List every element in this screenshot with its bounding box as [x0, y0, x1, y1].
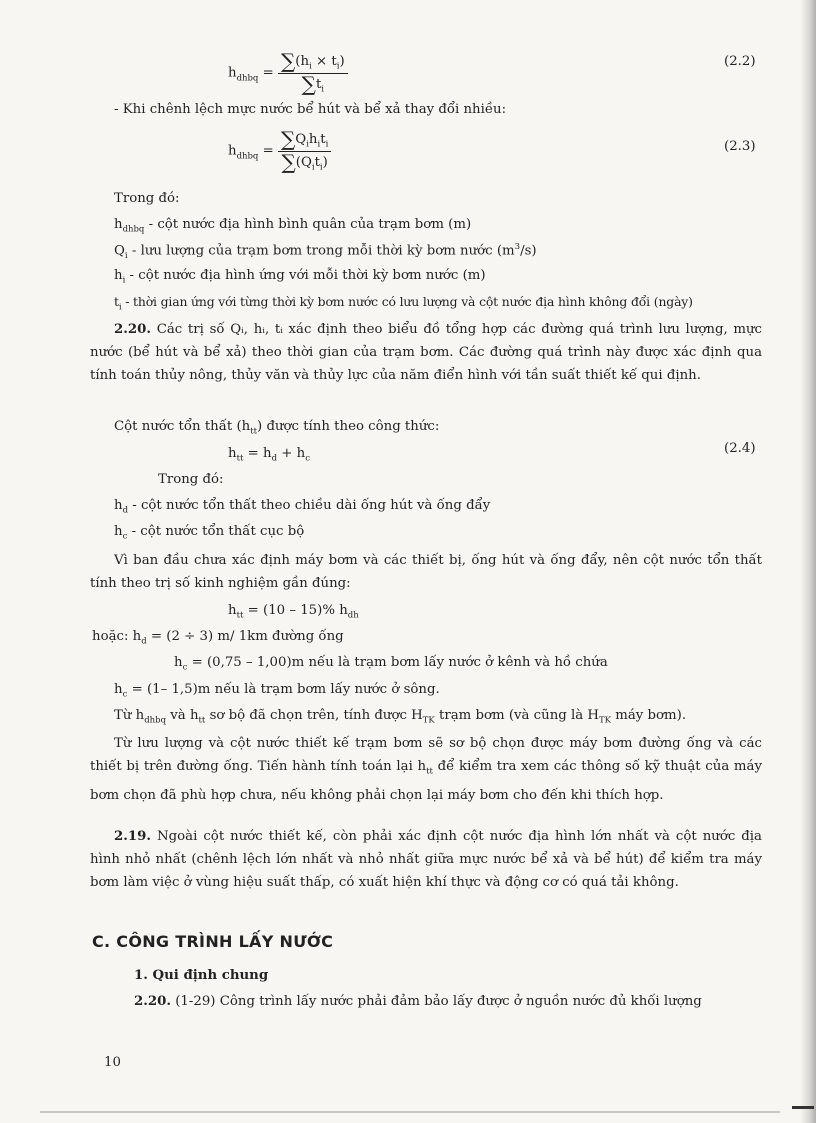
- paragraph-text: Từ lưu lượng và cột nước thiết kế trạm bơm sẽ sơ bộ chọn được máy bơm đường ống và các thiết bị trên đường ống. Tiến hành tính toán lại h: [90, 736, 762, 774]
- paragraph: [90, 732, 762, 807]
- paragraph-text: Các trị số Qᵢ, hᵢ, tᵢ xác định theo biểu đồ tổng hợp các đường quá trình lưu lượng, mực nước (bể hút và bể xả) theo thời gian của trạm bơm. Các đường quá trình này được xác định qua tính toán thủy nông, thủy văn và thủy lực của năm điển hình với tần suất thiết kế qui định.: [90, 322, 762, 383]
- symbol-sub: dh: [347, 610, 359, 621]
- formula-term: t: [315, 76, 322, 92]
- formula-term: h: [308, 132, 318, 147]
- formula-term: = (0,75 – 1,00)m nếu là trạm bơm lấy nước ở kênh và hồ chứa: [187, 655, 608, 670]
- formula-term: t: [314, 154, 320, 170]
- symbol-sub: tt: [426, 766, 433, 777]
- definition-line: [114, 498, 490, 516]
- formula-2-2: [228, 49, 348, 96]
- formula-equals: =: [262, 65, 274, 81]
- definition-text: - lưu lượng của trạm bơm trong mỗi thời kỳ bơm nước (m: [127, 243, 515, 259]
- formula-term: = (10 – 15)% h: [243, 603, 348, 618]
- page-bottom-edge: [40, 1111, 780, 1113]
- formula-numerator: [278, 127, 331, 152]
- text-fragment: Từ h: [114, 708, 145, 723]
- formula-2-4: [228, 446, 310, 464]
- symbol-sub: c: [122, 689, 128, 700]
- symbol-sub: tt: [250, 426, 258, 437]
- formula-denominator: [278, 71, 348, 96]
- definition-line: [114, 217, 471, 235]
- formula-sub: d: [271, 453, 278, 464]
- definition-text: - cột nước địa hình bình quân của trạm bơm (m): [144, 217, 472, 232]
- definition-text: - cột nước tổn thất cục bộ: [127, 524, 305, 539]
- clause-number: 2.19.: [114, 829, 152, 844]
- formula-sub: i: [336, 61, 340, 72]
- symbol-sub: d: [141, 636, 147, 647]
- paragraph-text: Ngoài cột nước thiết kế, còn phải xác định cột nước địa hình lớn nhất và cột nước địa hình nhỏ nhất (chênh lệch lớn nhất và nhỏ nhất giữa mực nước bể xả và bể hút) để kiểm tra máy bơm làm việc ở vùng hiệu suất thấp, có xuất hiện khí thực và động cơ có quá tải không.: [90, 829, 762, 890]
- paragraph-2-19: [90, 825, 762, 894]
- formula-fraction: [278, 49, 348, 96]
- formula-term: = h: [243, 446, 272, 461]
- symbol: h: [114, 268, 123, 283]
- sigma-symbol: ∑: [281, 127, 296, 151]
- formula-term: = (1– 1,5)m nếu là trạm bơm lấy nước ở sông.: [127, 682, 440, 697]
- superscript: 3: [514, 242, 521, 252]
- symbol: h: [174, 655, 183, 670]
- symbol-sub: TK: [422, 715, 435, 726]
- formula-line: [114, 682, 440, 700]
- text-fragment: sơ bộ đã chọn trên, tính được H: [205, 708, 423, 723]
- definition-text: - thời gian ứng với từng thời kỳ bơm nước có lưu lượng và cột nước địa hình không đổi (ngày): [121, 294, 693, 309]
- symbol-sub: dhbq: [122, 224, 145, 235]
- text-line: [114, 419, 439, 437]
- symbol-sub: d: [122, 505, 129, 516]
- formula-lhs-sub: dhbq: [236, 73, 259, 84]
- formula-sub: i: [319, 162, 323, 173]
- paragraph: Vì ban đầu chưa xác định máy bơm và các thiết bị, ống hút và ống đẩy, nên cột nước tổn thất tính theo trị số kinh nghiệm gần đúng:: [90, 553, 762, 591]
- formula-line: [92, 629, 344, 647]
- symbol: h: [114, 498, 123, 513]
- formula-term: Q: [295, 132, 307, 147]
- formula-2-3: [228, 127, 331, 174]
- paragraph-text: để kiểm tra xem các thông số kỹ thuật của máy bơm chọn đã phù hợp chưa, nếu không phải chọn lại máy bơm cho đến khi thích hợp.: [90, 759, 762, 803]
- sigma-symbol: ∑: [281, 149, 296, 174]
- symbol-sub: dhbq: [144, 715, 167, 726]
- text-fragment: trạm bơm (và cũng là H: [434, 708, 599, 723]
- symbol-sub: tt: [236, 610, 244, 621]
- definition-line: [114, 242, 537, 261]
- paragraph-text: (1-29) Công trình lấy nước phải đảm bảo lấy được ở nguồn nước đủ khối lượng: [171, 994, 702, 1009]
- symbol-sub: TK: [599, 715, 612, 726]
- text-line: [114, 708, 686, 726]
- formula-lhs: h: [228, 65, 237, 81]
- definition-text: - cột nước địa hình ứng với mỗi thời kỳ bơm nước (m): [125, 268, 486, 283]
- symbol: h: [114, 682, 123, 697]
- sigma-symbol: ∑: [281, 49, 296, 73]
- symbol: h: [114, 217, 123, 232]
- text-fragment: máy bơm).: [611, 708, 687, 723]
- equation-number: (2.3): [724, 139, 756, 154]
- formula-lhs-sub: dhbq: [236, 151, 259, 162]
- definition-line: [114, 524, 304, 542]
- formula-term: (h: [295, 54, 310, 69]
- formula-term: t: [320, 132, 326, 147]
- definition-text: - cột nước tổn thất theo chiều dài ống hút và ống đẩy: [128, 498, 491, 513]
- page-number: 10: [104, 1055, 121, 1070]
- formula-term: ): [322, 154, 328, 170]
- formula-sub: i: [321, 84, 324, 95]
- clause-number: 2.20.: [134, 994, 172, 1009]
- symbol: h: [228, 603, 237, 618]
- clause-number: 2.20.: [114, 322, 152, 337]
- formula-numerator: [278, 49, 348, 74]
- page-edge-shadow: [800, 0, 816, 1123]
- formula-fraction: [278, 127, 331, 174]
- text-fragment: ) được tính theo công thức:: [257, 419, 440, 434]
- formula-lhs-sub: tt: [236, 453, 244, 464]
- formula-term: + h: [277, 446, 306, 461]
- formula-equals: =: [262, 143, 274, 159]
- formula-sub: i: [311, 162, 315, 173]
- formula-term: hoặc: h: [92, 629, 142, 644]
- text-line: Trong đó:: [158, 472, 224, 487]
- section-heading: C. CÔNG TRÌNH LẤY NƯỚC: [92, 932, 334, 951]
- formula-term: × t: [311, 54, 337, 69]
- text-fragment: Cột nước tổn thất (h: [114, 419, 251, 434]
- paragraph-2-20-b: [134, 994, 762, 1009]
- text-line: - Khi chênh lệch mực nước bể hút và bể xả thay đổi nhiều:: [114, 102, 507, 117]
- symbol-sub: i: [122, 275, 126, 286]
- equation-number: (2.2): [724, 54, 756, 69]
- page-corner-mark: [792, 1106, 814, 1109]
- formula-term: ): [339, 54, 345, 69]
- symbol-sub: i: [124, 251, 128, 262]
- definition-text: /s): [520, 243, 537, 259]
- equation-number: (2.4): [724, 441, 756, 456]
- formula-sub: i: [317, 139, 321, 150]
- symbol-sub: tt: [198, 715, 206, 726]
- definition-line: [114, 294, 693, 312]
- formula-line: [228, 603, 359, 621]
- formula-term: = (2 ÷ 3) m/ 1km đường ống: [146, 629, 344, 644]
- symbol: h: [114, 524, 123, 539]
- formula-line: [174, 655, 608, 673]
- formula-lhs: h: [228, 446, 237, 461]
- symbol-sub: i: [118, 302, 122, 313]
- formula-denominator: [278, 149, 331, 174]
- symbol: t: [114, 294, 119, 309]
- formula-sub: i: [325, 139, 329, 150]
- symbol-sub: c: [182, 662, 188, 673]
- formula-sub: c: [305, 453, 310, 464]
- subsection-heading: 1. Qui định chung: [134, 968, 269, 983]
- sigma-symbol: ∑: [301, 71, 316, 96]
- paragraph-2-20: [90, 318, 762, 387]
- definition-line: [114, 268, 486, 286]
- formula-sub: i: [306, 139, 309, 150]
- formula-term: (Q: [295, 154, 312, 170]
- formula-lhs: h: [228, 143, 237, 159]
- text-fragment: và h: [166, 708, 199, 723]
- symbol: Q: [114, 243, 125, 259]
- symbol-sub: c: [122, 531, 128, 542]
- formula-sub: i: [309, 61, 312, 72]
- text-line: Trong đó:: [114, 191, 180, 206]
